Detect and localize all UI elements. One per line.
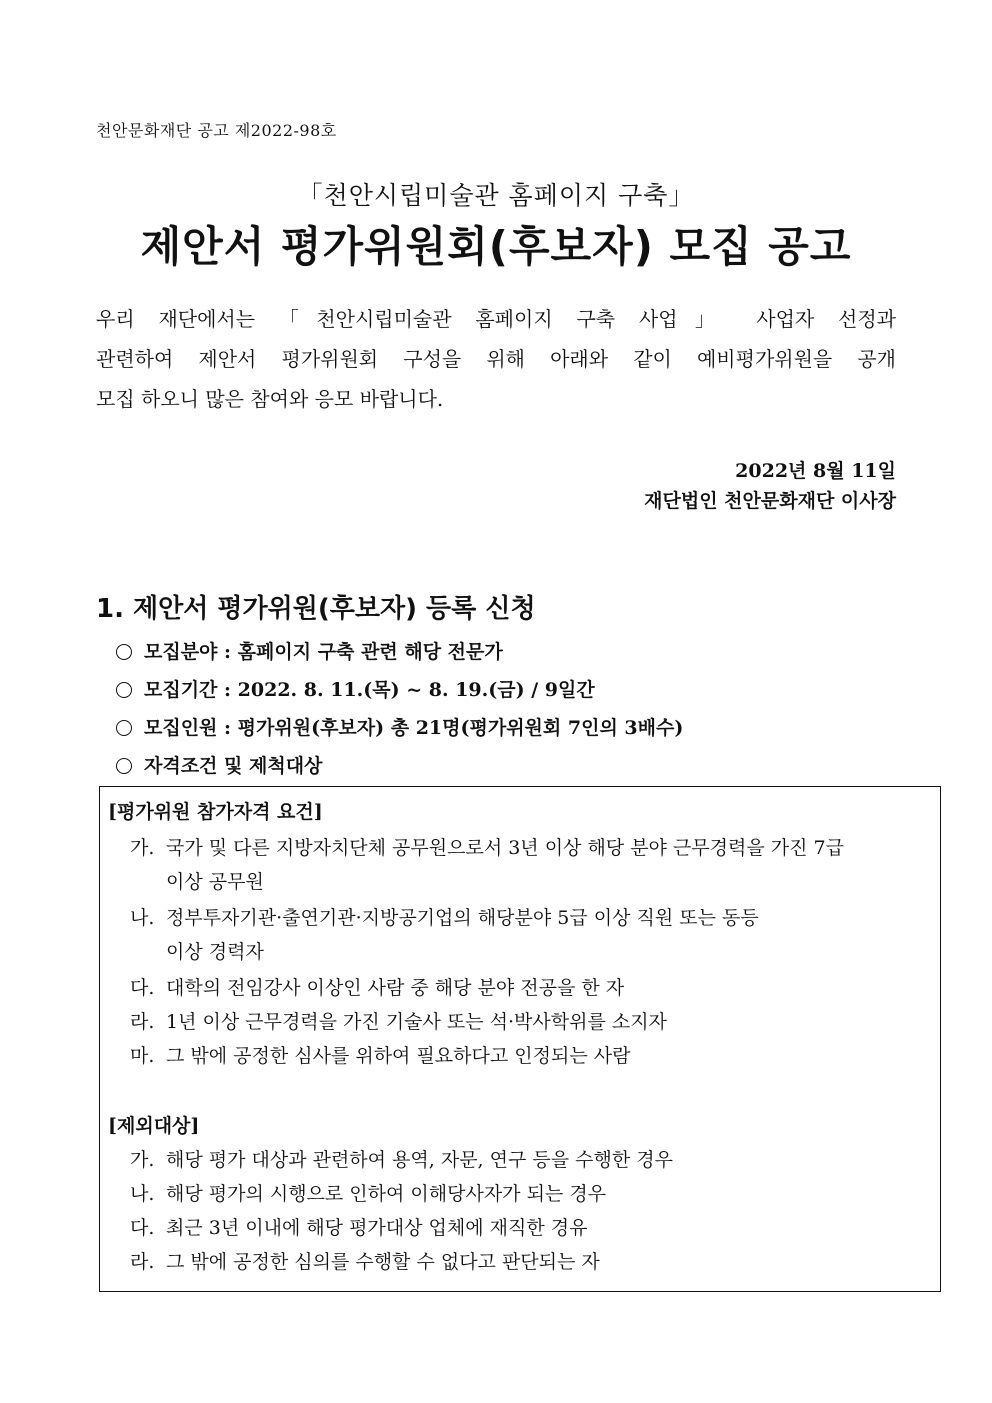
item-marker: 나.: [130, 907, 155, 929]
bullet-text: 모집인원 : 평가위원(후보자) 총 21명(평가위원회 7인의 3배수): [144, 717, 684, 739]
item-text: 그 밖에 공정한 심의를 수행할 수 없다고 판단되는 자: [166, 1251, 600, 1273]
circle-bullet-icon: [116, 682, 132, 698]
issuer: 재단법인 천안문화재단 이사장: [644, 490, 896, 512]
exclusion-item: [130, 1143, 930, 1177]
section-heading: 1. 제안서 평가위원(후보자) 등록 신청: [96, 594, 536, 624]
exclusions-heading: [제외대상]: [108, 1115, 200, 1137]
item-text: 최근 3년 이내에 해당 평가대상 업체에 재직한 경유: [166, 1217, 588, 1239]
item-marker: 다.: [130, 977, 155, 999]
item-marker: 가.: [130, 837, 155, 859]
subtitle: 「천안시립미술관 홈페이지 구축」: [297, 181, 695, 210]
bullet-item: [116, 747, 683, 785]
item-marker: 라.: [130, 1011, 155, 1033]
item-marker: 마.: [130, 1045, 155, 1067]
item-text: 해당 평가 대상과 관련하여 용역, 자문, 연구 등을 수행한 경우: [166, 1149, 673, 1171]
exclusion-item: [130, 1245, 930, 1279]
item-marker: 나.: [130, 1183, 155, 1205]
item-text-continued: 이상 경력자: [166, 941, 264, 963]
qualification-item: [130, 901, 930, 969]
item-text: 해당 평가의 시행으로 인하여 이해당사자가 되는 경우: [166, 1183, 607, 1205]
item-marker: 라.: [130, 1251, 155, 1273]
circle-bullet-icon: [116, 758, 132, 774]
bullet-item: [116, 709, 683, 747]
item-marker: 가.: [130, 1149, 155, 1171]
qualification-item: [130, 971, 930, 1005]
bullet-item: [116, 671, 683, 709]
exclusion-item: [130, 1211, 930, 1245]
item-marker: 다.: [130, 1217, 155, 1239]
qualification-item: [130, 1005, 930, 1039]
item-text: 국가 및 다른 지방자치단체 공무원으로서 3년 이상 해당 분야 근무경력을 가진 7급: [166, 837, 844, 859]
item-text-continued: 이상 공무원: [166, 871, 264, 893]
notice-date: 2022년 8월 11일: [735, 460, 896, 482]
intro-line: 관련하여 제안서 평가위원회 구성을 위해 아래와 같이 예비평가위원을 공개: [96, 347, 896, 371]
notice-number: 천안문화재단 공고 제2022-98호: [96, 121, 337, 140]
intro-line: 모집 하오니 많은 참여와 응모 바랍니다.: [96, 387, 444, 411]
intro-paragraph: [96, 299, 896, 419]
criteria-box: [99, 786, 941, 1292]
qualifications-heading: [평가위원 참가자격 요건]: [108, 801, 323, 823]
page-title: 제안서 평가위원회(후보자) 모집 공고: [140, 222, 852, 271]
exclusion-item: [130, 1177, 930, 1211]
bullet-text: 모집기간 : 2022. 8. 11.(목) ~ 8. 19.(금) / 9일간: [144, 679, 595, 701]
bullet-text: 모집분야 : 홈페이지 구축 관련 해당 전문가: [144, 641, 503, 663]
item-text: 1년 이상 근무경력을 가진 기술사 또는 석·박사학위를 소지자: [166, 1011, 667, 1033]
qualification-item: [130, 1039, 930, 1073]
bullet-text: 자격조건 및 제척대상: [144, 755, 323, 777]
intro-line: 우리 재단에서는 「천안시립미술관 홈페이지 구축 사업」 사업자 선정과: [96, 307, 896, 331]
item-text: 대학의 전임강사 이상인 사람 중 해당 분야 전공을 한 자: [166, 977, 625, 999]
bullet-item: [116, 633, 683, 671]
item-text: 정부투자기관·출연기관·지방공기업의 해당분야 5급 이상 직원 또는 동등: [166, 907, 759, 929]
qualification-item: [130, 831, 930, 899]
item-text: 그 밖에 공정한 심사를 위하여 필요하다고 인정되는 사람: [166, 1045, 631, 1067]
circle-bullet-icon: [116, 644, 132, 660]
bullet-list: [116, 633, 683, 785]
circle-bullet-icon: [116, 720, 132, 736]
